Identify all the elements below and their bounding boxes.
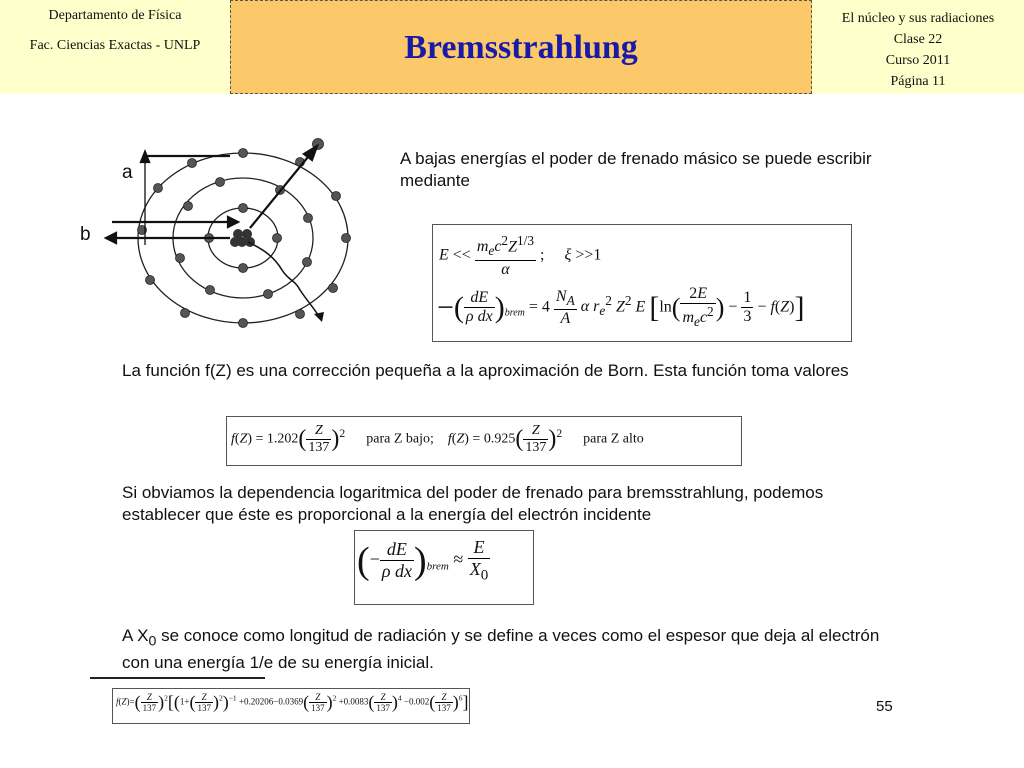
para-z-bajo: para Z bajo; xyxy=(366,431,434,447)
label-b: b xyxy=(80,224,91,245)
paragraph-proportional: Si obviamos la dependencia logaritmica del poder de frenado para bremsstrahlung, podemos establecer que éste es proporcional a la energía del electrón incidente xyxy=(122,483,824,524)
para-z-alto: para Z alto xyxy=(583,431,644,447)
radiation-length-formula-box xyxy=(354,530,534,605)
energy-condition-equation: E << $\frac{m_ec^2Z^{1/3}}{\alpha}$ ; ξ >>1 xyxy=(439,233,602,278)
header-title-box xyxy=(230,0,812,94)
fz-values-equation: f(Z) = 1.202( $\frac{Z}{137}$ )$^2$ para Z bajo; f(Z) = 0.925( $\frac{Z}{137}$ )$^2$ para Z alto xyxy=(231,423,644,455)
fz-series-equation: f(Z)=( $\frac{Z}{137}$ )$^2$[(1+( $\frac{Z}{137}$ )$^2$)$^{-1}$ +0.20206−0.0369( $\frac{Z}{137}$ )$^2$ +0.0083( $\frac{Z}{137}$ )$^4$ −0.002( $\frac{Z}{137}$ )$^6$] xyxy=(116,692,469,713)
separator-line xyxy=(90,677,265,679)
page-title: Bremsstrahlung xyxy=(404,29,638,66)
stopping-power-equation: −( $\frac{dE}{\text{ρ dx}}$ )$_{brem} = 4$ $\frac{N_A}{A}$ α $r_e^2$ $Z^2$ E [ln( $\frac{2E}{m_ec^2}$ ) − $\frac{1}{3}$ − f(Z)] xyxy=(437,285,805,330)
stopping-power-formula-box xyxy=(432,224,852,342)
department-label: Departamento de Física xyxy=(48,8,182,23)
header-left xyxy=(0,0,230,94)
paragraph-radiation-length xyxy=(122,625,882,674)
bottom-term-3: 0.0083 xyxy=(343,696,369,707)
label-a: a xyxy=(122,162,133,183)
f-low-coef: 1.202 xyxy=(266,431,299,447)
bottom-term-1: 0.20206 xyxy=(244,696,274,707)
p4-rest: se conoce como longitud de radiación y se define a veces como el espesor que deja al electrón con una energía 1/e de su energía inicial. xyxy=(122,626,880,673)
course-line-2: Clase 22 xyxy=(893,32,943,47)
fz-values-formula-box xyxy=(226,416,742,466)
atom-diagram xyxy=(70,130,370,335)
faculty-label: Fac. Ciencias Exactas - UNLP xyxy=(29,38,201,53)
bottom-term-2: 0.0369 xyxy=(278,696,304,707)
course-line-1: El núcleo y sus radiaciones xyxy=(841,11,995,26)
paragraph-fz-correction: La función f(Z) es una corrección pequeña a la aproximación de Born. Esta función toma valores xyxy=(122,361,849,380)
page-number: 55 xyxy=(876,698,893,715)
bottom-term-4: 0.002 xyxy=(408,696,430,707)
p4-sub: 0 xyxy=(148,633,157,650)
p4-prefix: A X xyxy=(122,626,149,645)
header-right xyxy=(812,0,1024,94)
course-line-3: Curso 2011 xyxy=(885,53,951,68)
paragraph-low-energy: A bajas energías el poder de frenado másico se puede escribir mediante xyxy=(400,149,872,190)
f-high-coef: 0.925 xyxy=(483,431,516,447)
course-line-4: Página 11 xyxy=(890,74,946,89)
radiation-length-equation: (− $\frac{dE}{\text{ρ dx}}$ )$_{brem}$ ≈ $\frac{E}{X_0}$ xyxy=(357,537,489,584)
fz-series-formula-box xyxy=(112,688,470,724)
